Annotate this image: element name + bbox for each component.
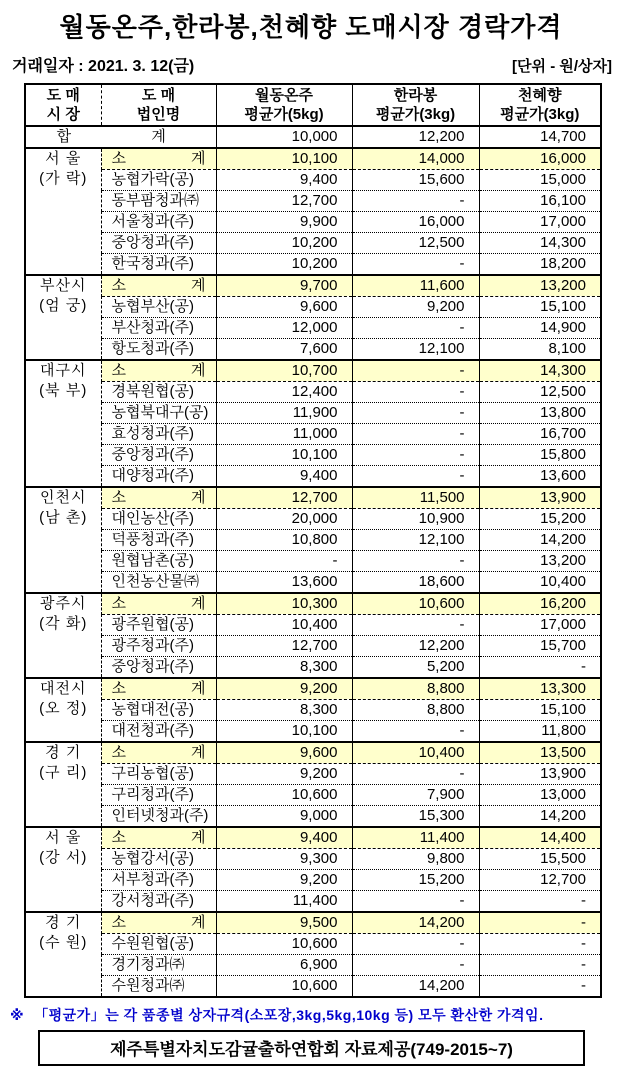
price-cell: 8,300 (216, 700, 352, 721)
price-cell: 13,300 (479, 678, 601, 700)
subtotal-label-cell (101, 742, 216, 764)
corp-name-cell: 동부팜청과㈜ (101, 191, 216, 212)
price-cell: 12,200 (352, 636, 479, 657)
market-name: 부산시 (40, 277, 87, 294)
corp-name-cell: 서울청과(주) (101, 212, 216, 233)
corp-name-cell: 중앙청과(주) (101, 233, 216, 254)
source-box: 제주특별자치도감귤출하연합회 자료제공(749-2015~7) (38, 1030, 585, 1066)
price-cell: 18,600 (352, 572, 479, 594)
price-cell: - (479, 955, 601, 976)
price-cell: 12,100 (352, 339, 479, 361)
table-header (25, 84, 601, 126)
price-cell: 15,700 (479, 636, 601, 657)
subtotal-left: 소 (111, 829, 126, 846)
corp-name-cell: 농협북대구(공) (101, 403, 216, 424)
header-line1: 월동온주 (255, 87, 313, 104)
reference-mark: ※ (10, 1007, 25, 1023)
price-cell: 5,200 (352, 657, 479, 679)
price-cell: - (352, 318, 479, 339)
price-cell: 10,700 (216, 360, 352, 382)
price-cell: - (479, 976, 601, 998)
table-row (25, 572, 601, 594)
price-cell: 12,700 (216, 487, 352, 509)
price-cell: 9,300 (216, 849, 352, 870)
price-cell: 9,800 (352, 849, 479, 870)
subtotal-right: 계 (191, 277, 206, 294)
price-cell: 8,800 (352, 700, 479, 721)
price-cell: 13,200 (479, 551, 601, 572)
price-cell: 12,500 (352, 233, 479, 254)
corp-name-cell: 인천농산물㈜ (101, 572, 216, 594)
subtotal-right: 계 (191, 744, 206, 761)
table-row (25, 530, 601, 551)
price-cell: - (352, 466, 479, 488)
corp-name-cell: 농협대전(공) (101, 700, 216, 721)
price-cell: 13,200 (479, 275, 601, 297)
market-name: 광주시 (40, 595, 87, 612)
subtotal-right: 계 (191, 150, 206, 167)
price-cell: 9,700 (216, 275, 352, 297)
subtotal-row (25, 678, 601, 700)
subtotal-label-cell (101, 487, 216, 509)
price-cell: 9,600 (216, 297, 352, 318)
footnote-text: 「평균가」는 각 품종별 상자규격(소포장,3kg,5kg,10kg 등) 모두 환산한 가격임. (34, 1007, 544, 1023)
price-cell: 11,600 (352, 275, 479, 297)
table-row (25, 870, 601, 891)
price-cell: - (352, 891, 479, 913)
price-cell: 10,200 (216, 233, 352, 254)
price-cell: - (352, 254, 479, 276)
corp-name-cell: 부산청과(주) (101, 318, 216, 339)
table-header-cell (479, 84, 601, 126)
price-cell: 6,900 (216, 955, 352, 976)
price-cell: 10,100 (216, 445, 352, 466)
market-name: 인천시 (40, 489, 87, 506)
price-cell: - (479, 934, 601, 955)
market-cell (25, 678, 101, 742)
price-cell: - (479, 912, 601, 934)
price-cell: - (479, 891, 601, 913)
price-cell: 16,700 (479, 424, 601, 445)
price-cell: 9,900 (216, 212, 352, 233)
table-header-cell (101, 84, 216, 126)
price-cell: - (352, 615, 479, 636)
price-cell: 15,800 (479, 445, 601, 466)
market-branch: (강 서) (39, 849, 88, 866)
price-cell: 11,900 (216, 403, 352, 424)
subtotal-right: 계 (191, 914, 206, 931)
table-row (25, 551, 601, 572)
price-cell: 9,000 (216, 806, 352, 828)
table-header-row (25, 84, 601, 126)
price-cell: 15,500 (479, 849, 601, 870)
subtotal-row (25, 827, 601, 849)
price-cell: 11,400 (352, 827, 479, 849)
table-row (25, 403, 601, 424)
table-row (25, 254, 601, 276)
price-cell: - (352, 360, 479, 382)
footnote (10, 1005, 622, 1025)
total-label-right: 계 (151, 128, 166, 145)
price-cell: 14,200 (479, 806, 601, 828)
price-cell: 12,700 (216, 636, 352, 657)
price-cell: 16,100 (479, 191, 601, 212)
table-row (25, 721, 601, 743)
price-cell: 16,000 (352, 212, 479, 233)
subtotal-right: 계 (191, 489, 206, 506)
market-name: 서 울 (45, 829, 82, 846)
table-row (25, 764, 601, 785)
price-cell: 10,300 (216, 593, 352, 615)
market-branch: (남 촌) (39, 509, 88, 526)
corp-name-cell: 경기청과㈜ (101, 955, 216, 976)
price-cell: - (352, 424, 479, 445)
market-cell (25, 148, 101, 275)
price-cell: 14,200 (352, 976, 479, 998)
price-cell: 14,300 (479, 233, 601, 254)
subtotal-right: 계 (191, 362, 206, 379)
price-cell: - (352, 955, 479, 976)
price-cell: 10,600 (216, 976, 352, 998)
subtotal-left: 소 (111, 150, 126, 167)
price-cell: 10,400 (216, 615, 352, 636)
table-row (25, 636, 601, 657)
price-cell: 11,000 (216, 424, 352, 445)
price-cell: 12,100 (352, 530, 479, 551)
price-cell: 15,200 (479, 509, 601, 530)
price-cell: 14,400 (479, 827, 601, 849)
unit-label: [단위 - 원/상자] (512, 58, 612, 75)
price-cell: - (352, 403, 479, 424)
market-cell (25, 360, 101, 487)
corp-name-cell: 서부청과(주) (101, 870, 216, 891)
subtotal-right: 계 (191, 680, 206, 697)
price-cell: 9,200 (216, 870, 352, 891)
subtotal-right: 계 (191, 595, 206, 612)
price-cell: 14,200 (352, 912, 479, 934)
market-name: 대전시 (40, 680, 87, 697)
corp-name-cell: 광주원협(공) (101, 615, 216, 636)
price-cell: 13,600 (216, 572, 352, 594)
price-cell: 7,600 (216, 339, 352, 361)
price-cell: 10,400 (479, 572, 601, 594)
subtotal-left: 소 (111, 914, 126, 931)
table-row (25, 424, 601, 445)
subtotal-row (25, 148, 601, 170)
corp-name-cell: 원협남촌(공) (101, 551, 216, 572)
price-cell: 14,200 (479, 530, 601, 551)
price-cell: - (352, 445, 479, 466)
market-name: 경 기 (45, 914, 82, 931)
corp-name-cell: 대전청과(주) (101, 721, 216, 743)
table-header-cell (352, 84, 479, 126)
table-row (25, 318, 601, 339)
price-cell: 13,800 (479, 403, 601, 424)
price-cell: 9,400 (216, 827, 352, 849)
price-cell: 15,100 (479, 700, 601, 721)
subtotal-label-cell (101, 827, 216, 849)
page-title: 월동온주,한라봉,천혜향 도매시장 경락가격 (59, 12, 563, 42)
corp-name-cell: 농협가락(공) (101, 170, 216, 191)
market-branch: (가 락) (39, 170, 88, 187)
price-cell: 10,600 (352, 593, 479, 615)
price-cell: 10,100 (216, 148, 352, 170)
table-row (25, 382, 601, 403)
price-cell: 13,000 (479, 785, 601, 806)
price-cell: 10,000 (216, 126, 352, 148)
corp-name-cell: 농협강서(공) (101, 849, 216, 870)
price-cell: 8,100 (479, 339, 601, 361)
price-cell: - (352, 551, 479, 572)
price-cell: 12,000 (216, 318, 352, 339)
market-cell (25, 827, 101, 912)
table-row (25, 806, 601, 828)
total-label-left: 합 (56, 128, 72, 145)
total-label-cell (25, 126, 216, 148)
price-table (24, 83, 602, 998)
table-row (25, 849, 601, 870)
market-name: 경 기 (45, 744, 82, 761)
total-row (25, 126, 601, 148)
market-branch: (북 부) (39, 382, 88, 399)
table-row (25, 191, 601, 212)
header-line2: 시 장 (46, 106, 80, 123)
price-cell: 9,200 (216, 764, 352, 785)
market-cell (25, 742, 101, 827)
price-cell: - (352, 934, 479, 955)
corp-name-cell: 인터넷청과(주) (101, 806, 216, 828)
corp-name-cell: 대인농산(주) (101, 509, 216, 530)
header-line1: 도 매 (141, 87, 176, 104)
price-cell: 9,400 (216, 466, 352, 488)
price-cell: 10,900 (352, 509, 479, 530)
header-line2: 평균가(5kg) (244, 106, 324, 123)
table-row (25, 955, 601, 976)
subtotal-right: 계 (191, 829, 206, 846)
price-cell: 9,200 (216, 678, 352, 700)
corp-name-cell: 항도청과(주) (101, 339, 216, 361)
price-cell: 9,400 (216, 170, 352, 191)
table-row (25, 891, 601, 913)
table-row (25, 509, 601, 530)
header-line2: 평균가(3kg) (500, 106, 580, 123)
subtotal-label-cell (101, 678, 216, 700)
price-cell: 13,600 (479, 466, 601, 488)
price-cell: 12,400 (216, 382, 352, 403)
price-cell: 20,000 (216, 509, 352, 530)
subtotal-left: 소 (111, 595, 126, 612)
price-cell: 10,400 (352, 742, 479, 764)
corp-name-cell: 덕풍청과(주) (101, 530, 216, 551)
price-cell: 10,600 (216, 934, 352, 955)
subtotal-row (25, 360, 601, 382)
subtotal-label-cell (101, 912, 216, 934)
subtotal-label-cell (101, 593, 216, 615)
corp-name-cell: 구리청과(주) (101, 785, 216, 806)
corp-name-cell: 농협부산(공) (101, 297, 216, 318)
price-cell: 10,100 (216, 721, 352, 743)
price-cell: - (352, 191, 479, 212)
price-cell: 11,500 (352, 487, 479, 509)
price-cell: - (216, 551, 352, 572)
price-cell: 12,500 (479, 382, 601, 403)
price-cell: 12,700 (216, 191, 352, 212)
price-cell: 8,800 (352, 678, 479, 700)
subtotal-left: 소 (111, 680, 126, 697)
price-cell: 8,300 (216, 657, 352, 679)
price-cell: 13,900 (479, 764, 601, 785)
price-cell: 10,200 (216, 254, 352, 276)
subtotal-label-cell (101, 360, 216, 382)
market-branch: (오 정) (39, 700, 88, 717)
market-name: 서 울 (45, 150, 82, 167)
subtotal-left: 소 (111, 362, 126, 379)
subtotal-label-cell (101, 275, 216, 297)
subtotal-row (25, 275, 601, 297)
price-cell: - (352, 382, 479, 403)
table-row (25, 466, 601, 488)
corp-name-cell: 강서청과(주) (101, 891, 216, 913)
table-row (25, 657, 601, 679)
price-cell: 15,000 (479, 170, 601, 191)
price-cell: - (352, 764, 479, 785)
price-cell: 13,900 (479, 487, 601, 509)
table-header-cell (25, 84, 101, 126)
price-cell: 17,000 (479, 212, 601, 233)
price-cell: 16,200 (479, 593, 601, 615)
corp-name-cell: 중앙청과(주) (101, 657, 216, 679)
price-cell: 14,700 (540, 128, 586, 145)
price-cell: 15,300 (352, 806, 479, 828)
header-line1: 도 매 (46, 87, 80, 104)
corp-name-cell: 수원원협(공) (101, 934, 216, 955)
price-cell: 9,600 (216, 742, 352, 764)
market-branch: (수 원) (39, 934, 88, 951)
subtotal-left: 소 (111, 744, 126, 761)
table-row (25, 297, 601, 318)
price-cell: 15,600 (352, 170, 479, 191)
market-branch: (구 리) (39, 764, 88, 781)
table-row (25, 170, 601, 191)
table-row (25, 976, 601, 998)
corp-name-cell: 구리농협(공) (101, 764, 216, 785)
price-cell: 7,900 (352, 785, 479, 806)
price-cell: 9,200 (352, 297, 479, 318)
table-row (25, 615, 601, 636)
corp-name-cell: 한국청과(주) (101, 254, 216, 276)
subtotal-left: 소 (111, 277, 126, 294)
price-cell: 15,200 (352, 870, 479, 891)
table-row (25, 934, 601, 955)
price-cell: 10,800 (216, 530, 352, 551)
table-row (25, 212, 601, 233)
meta-row (12, 53, 612, 76)
table-row (25, 700, 601, 721)
price-cell: 18,200 (479, 254, 601, 276)
market-name: 대구시 (40, 362, 87, 379)
price-cell: 16,000 (479, 148, 601, 170)
corp-name-cell: 경북원협(공) (101, 382, 216, 403)
price-cell: 17,000 (479, 615, 601, 636)
price-cell: 12,700 (479, 870, 601, 891)
table-row (25, 339, 601, 361)
price-cell: 10,600 (216, 785, 352, 806)
corp-name-cell: 효성청과(주) (101, 424, 216, 445)
market-branch: (엄 궁) (39, 297, 88, 314)
table-row (25, 785, 601, 806)
price-cell: 11,400 (216, 891, 352, 913)
table-header-cell (216, 84, 352, 126)
header-line1: 한라봉 (393, 87, 438, 104)
subtotal-row (25, 912, 601, 934)
table-row (25, 445, 601, 466)
price-cell: 11,800 (479, 721, 601, 743)
subtotal-row (25, 593, 601, 615)
subtotal-left: 소 (111, 489, 126, 506)
market-cell (25, 275, 101, 360)
subtotal-label-cell (101, 148, 216, 170)
table-body (25, 126, 601, 997)
price-cell: 15,100 (479, 297, 601, 318)
subtotal-row (25, 487, 601, 509)
table-row (25, 233, 601, 254)
market-cell (25, 593, 101, 678)
corp-name-cell: 대양청과(주) (101, 466, 216, 488)
price-cell: 13,500 (479, 742, 601, 764)
price-cell: 14,000 (352, 148, 479, 170)
price-cell: 9,500 (216, 912, 352, 934)
trade-date-label: 거래일자 : 2021. 3. 12(금) (12, 58, 195, 75)
corp-name-cell: 광주청과(주) (101, 636, 216, 657)
market-cell (25, 487, 101, 593)
corp-name-cell: 수원청과㈜ (101, 976, 216, 998)
header-line2: 법인명 (136, 106, 181, 123)
subtotal-row (25, 742, 601, 764)
header-line2: 평균가(3kg) (375, 106, 456, 123)
market-cell (25, 912, 101, 997)
price-cell: 12,200 (352, 126, 479, 148)
corp-name-cell: 중앙청과(주) (101, 445, 216, 466)
market-branch: (각 화) (39, 615, 88, 632)
price-cell: - (479, 657, 601, 679)
header-line1: 천혜향 (518, 87, 562, 104)
price-cell: - (352, 721, 479, 743)
price-cell: 14,300 (479, 360, 601, 382)
price-cell: 14,900 (479, 318, 601, 339)
